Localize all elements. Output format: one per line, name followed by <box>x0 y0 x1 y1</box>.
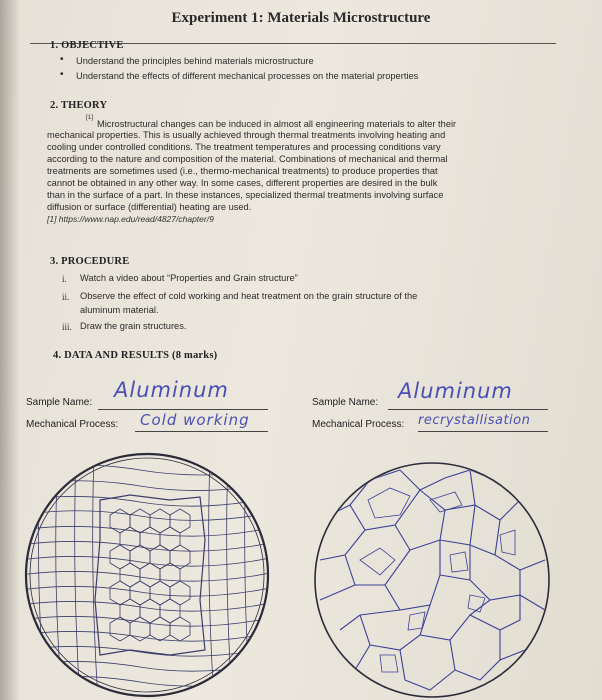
theory-line-5: treatments are sometimes used (i.e., thermo-mechanical treatments) to produce properties that <box>47 166 438 176</box>
objective-bullet-1: Understand the principles behind materials microstructure <box>76 56 314 66</box>
bullet-dot: • <box>60 69 64 80</box>
reference-url: [1] https://www.nap.edu/read/4827/chapter/9 <box>47 214 214 224</box>
procedure-numeral: iii. <box>62 322 72 332</box>
theory-line-2: mechanical properties. This is usually achieved through thermal treatments involving heating and <box>47 130 446 140</box>
theory-line-8: diffusion or surface (differential) heating are used. <box>47 202 252 212</box>
procedure-numeral: i. <box>62 274 67 284</box>
procedure-item-1: Watch a video about “Properties and Grain structure” <box>80 273 298 283</box>
objective-heading: 1. OBJECTIVE <box>50 40 124 51</box>
results-heading: 4. DATA AND RESULTS (8 marks) <box>53 350 218 361</box>
objective-bullet-2: Understand the effects of different mechanical processes on the material properties <box>76 71 419 81</box>
procedure-heading: 3. PROCEDURE <box>50 256 130 267</box>
theory-line-4: according to the nature and composition of the material. Combinations of mechanical and thermal <box>47 154 448 164</box>
reference-mark: [1] <box>86 114 94 121</box>
left-process-value: Cold working <box>140 411 250 429</box>
page-title: Experiment 1: Materials Microstructure <box>171 10 431 26</box>
right-sample-label: Sample Name: <box>312 397 379 408</box>
theory-line-7: than in the surface of a part. In these instances, specialized thermal treatments involving surface <box>47 190 444 200</box>
right-process-value: recrystallisation <box>418 413 531 428</box>
left-sample-value: Aluminum <box>114 378 229 402</box>
right-sample-value: Aluminum <box>398 379 513 403</box>
theory-line-3: cooling under controlled conditions. The treatment temperatures and processing conditions vary <box>47 142 441 152</box>
procedure-item-2-cont: aluminum material. <box>80 305 159 315</box>
bullet-dot: • <box>60 54 64 65</box>
left-process-label: Mechanical Process: <box>26 419 119 430</box>
cold-worked-grain-drawing <box>20 454 270 700</box>
left-sample-label: Sample Name: <box>26 397 93 408</box>
procedure-item-3: Draw the grain structures. <box>80 321 187 331</box>
theory-heading: 2. THEORY <box>50 100 108 111</box>
theory-line-1: Microstructural changes can be induced in almost all engineering materials to alter their <box>97 119 457 129</box>
procedure-numeral: ii. <box>62 292 70 302</box>
theory-line-6: cannot be obtained in any other way. In some cases, different properties are desired in the bulk <box>47 178 438 188</box>
procedure-item-2: Observe the effect of cold working and heat treatment on the grain structure of the <box>80 291 418 301</box>
right-process-label: Mechanical Process: <box>312 419 405 430</box>
recrystallised-grain-drawing <box>315 463 549 697</box>
